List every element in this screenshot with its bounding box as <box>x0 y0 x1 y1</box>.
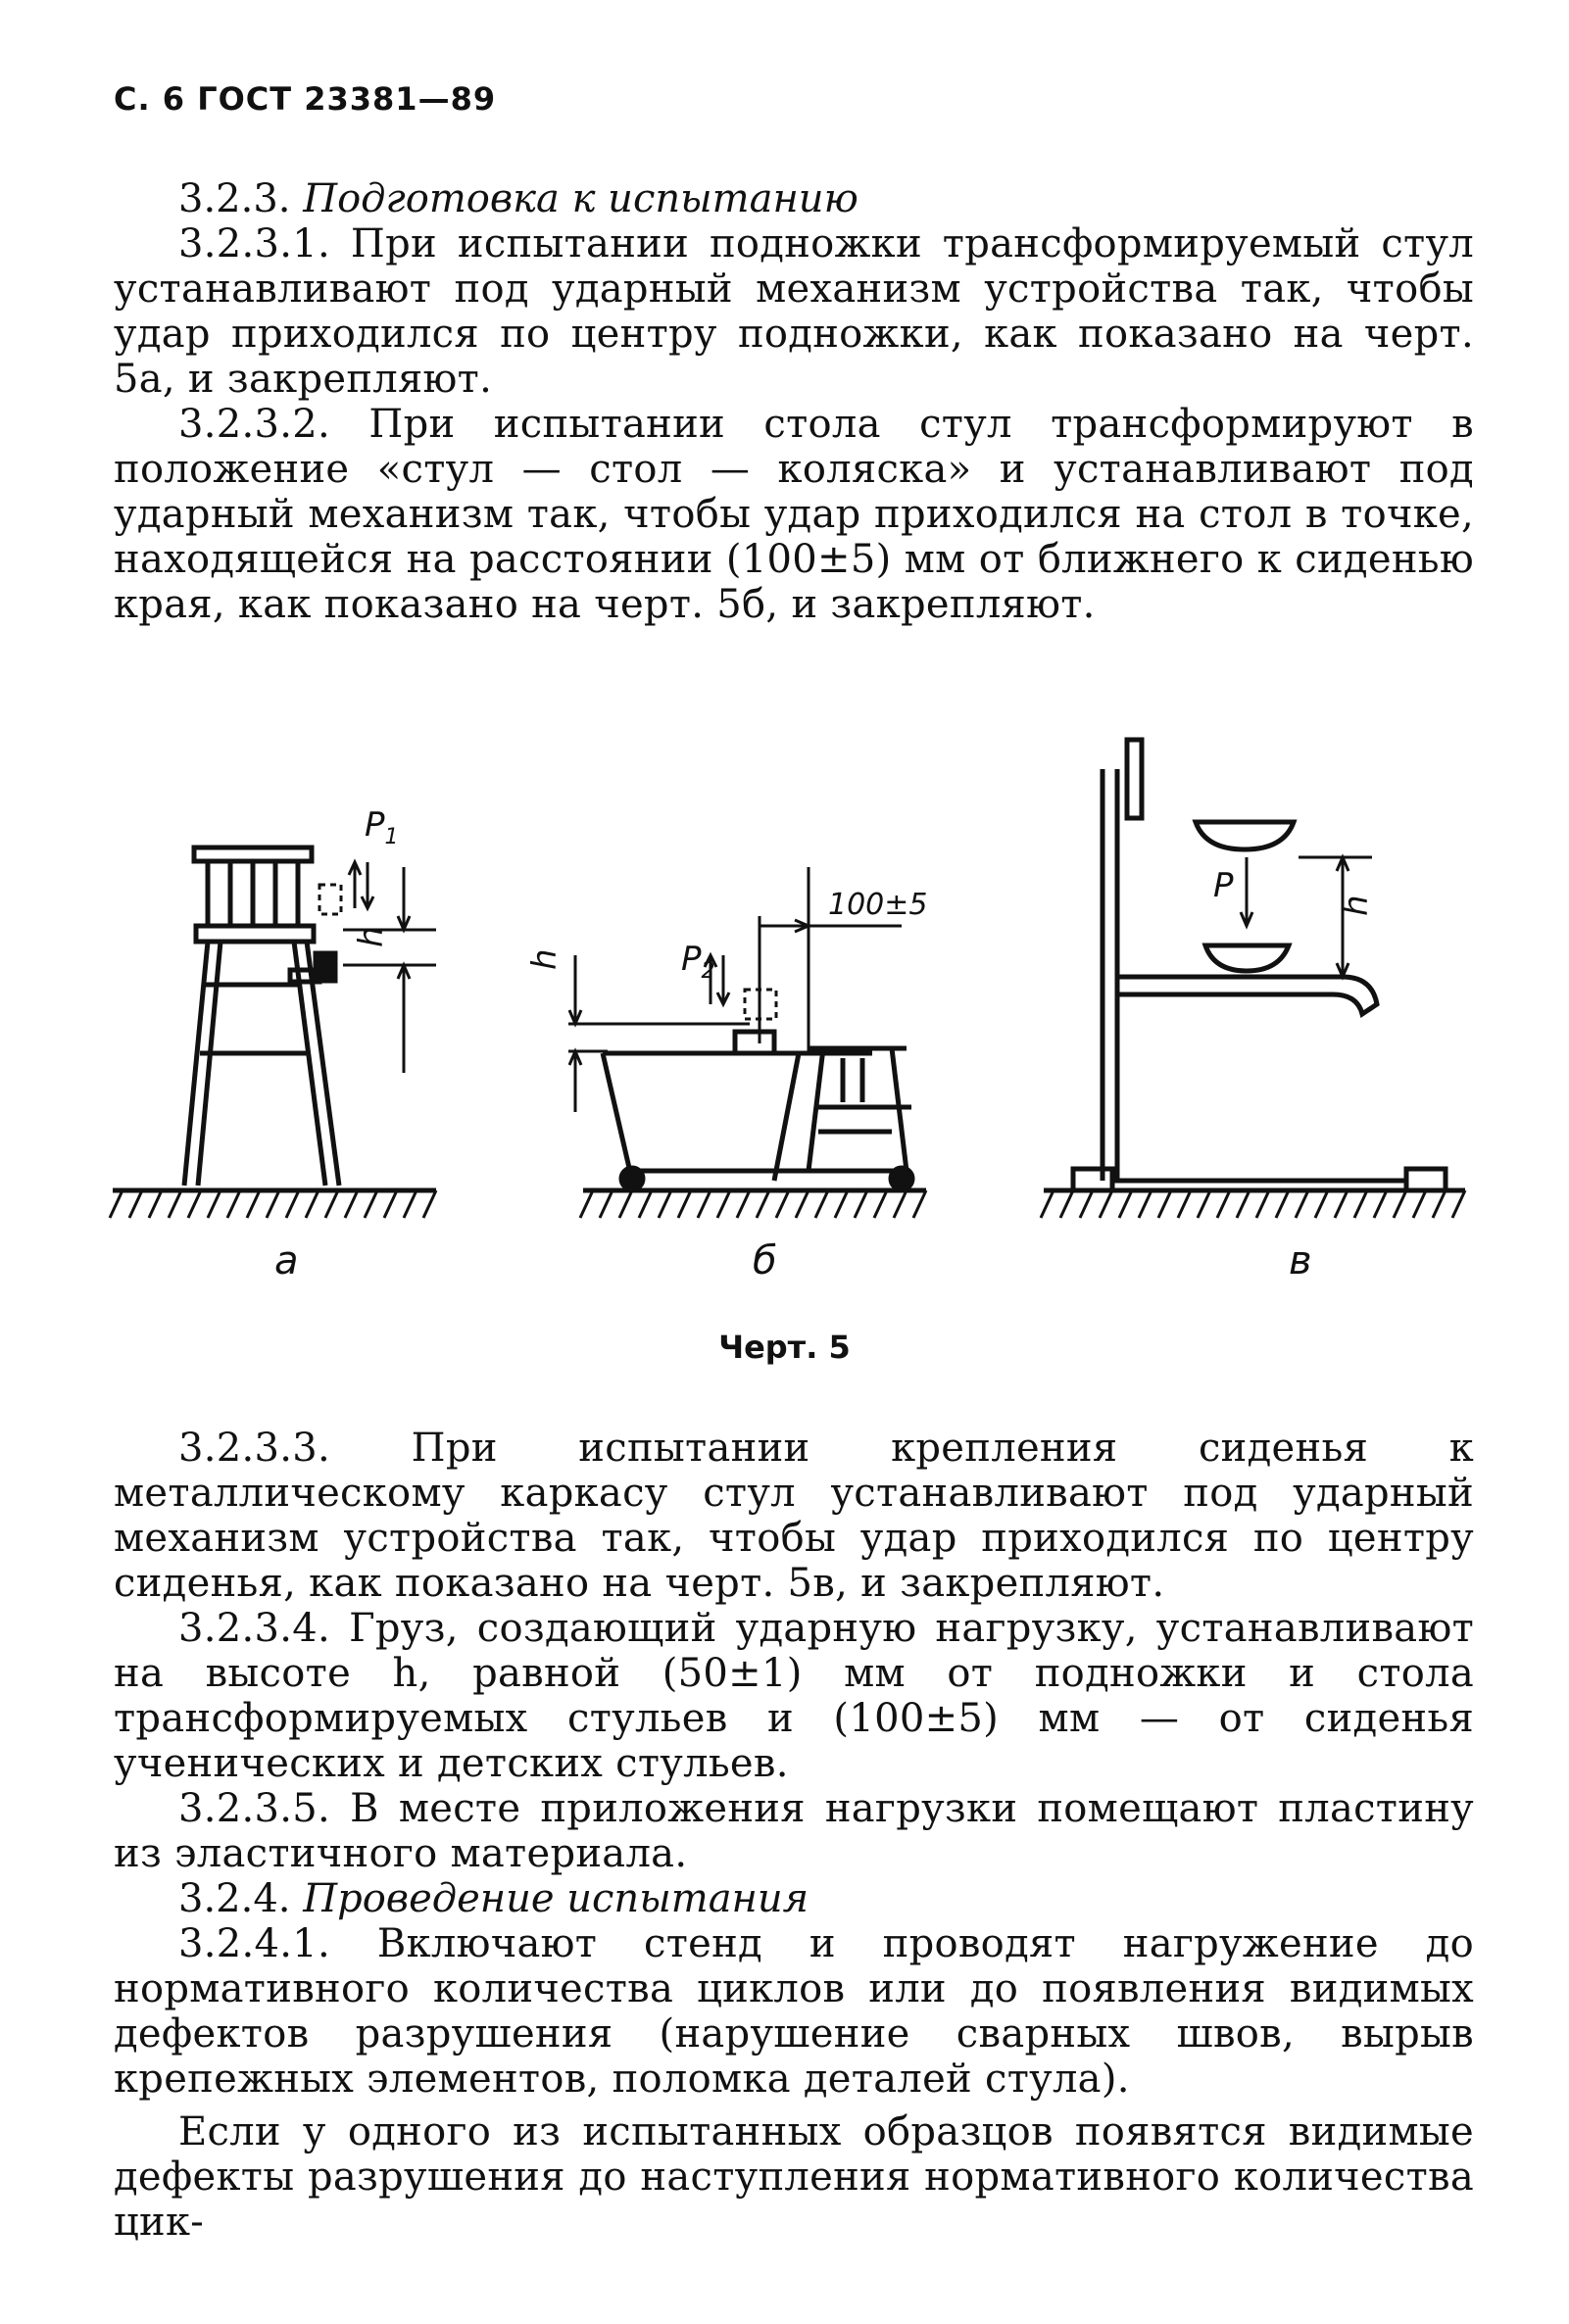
label-p2: $P_2$ <box>681 940 715 984</box>
section-title: Подготовка к испытанию <box>303 176 858 221</box>
text-block-bottom <box>114 1426 1474 2245</box>
figure-5-drawing <box>98 720 1490 1318</box>
label-p1: $P_1$ <box>365 805 399 849</box>
paragraph-3-2-3-4: 3.2.3.4. Груз, создающий ударную нагрузку, устанавливают на высоте h, равной (50±1) мм от подножки и стола трансформируемых стульев и (100±5) мм — от сиденья ученических и детских стульев. <box>114 1606 1474 1786</box>
section-number: 3.2.3. <box>178 176 291 221</box>
paragraph-3-2-3-1: 3.2.3.1. При испытании подножки трансформируемый стул устанавливают под ударный механизм устройства так, чтобы удар приходился по центру подножки, как показано на черт. 5а, и закрепляют. <box>114 221 1474 402</box>
paragraph-3-2-3-3: 3.2.3.3. При испытании крепления сиденья к металлическому каркасу стул устанавливают под ударный механизм устройства так, чтобы удар приходился по центру сиденья, как показано на черт. 5в, и закрепляют. <box>114 1426 1474 1606</box>
paragraph-3-2-4-1: 3.2.4.1. Включают стенд и проводят нагружение до нормативного количества циклов или до появления видимых дефектов разрушения (нарушение сварных швов, вырыв крепежных элементов, поломка деталей стула). <box>114 1921 1474 2102</box>
page-header: С. 6 ГОСТ 23381—89 <box>114 80 497 118</box>
label-p: P <box>1213 866 1234 905</box>
text-block-top <box>114 176 1474 627</box>
label-v: в <box>1289 1238 1312 1283</box>
section-title: Проведение испытания <box>303 1876 809 1921</box>
figure-caption: Черт. 5 <box>718 1329 851 1366</box>
label-b: б <box>753 1238 777 1283</box>
section-number: 3.2.4. <box>178 1876 291 1921</box>
section-heading-3-2-3 <box>114 176 1474 221</box>
label-dimension: 100±5 <box>828 888 928 922</box>
figure-a-high-chair <box>110 847 436 1218</box>
label-h-v: h <box>1337 895 1376 916</box>
figure-v-seat-stand <box>1041 740 1465 1218</box>
section-heading-3-2-4 <box>114 1876 1474 1921</box>
label-a: а <box>274 1238 299 1283</box>
paragraph-3-2-3-2: 3.2.3.2. При испытании стола стул трансформируют в положение «стул — стол — коляска» и устанавливают под ударный механизм так, чтобы удар приходился на стол в точке, находящейся на расстоянии (100±5) мм от ближнего к сиденью края, как показано на черт. 5б, и закрепляют. <box>114 402 1474 627</box>
label-h-a: h <box>352 926 391 947</box>
paragraph-continuation: Если у одного из испытанных образцов появятся видимые дефекты разрушения до наступления нормативного количества цик- <box>114 2109 1474 2245</box>
label-h-b: h <box>525 948 564 970</box>
paragraph-3-2-3-5: 3.2.3.5. В месте приложения нагрузки помещают пластину из эластичного материала. <box>114 1786 1474 1876</box>
